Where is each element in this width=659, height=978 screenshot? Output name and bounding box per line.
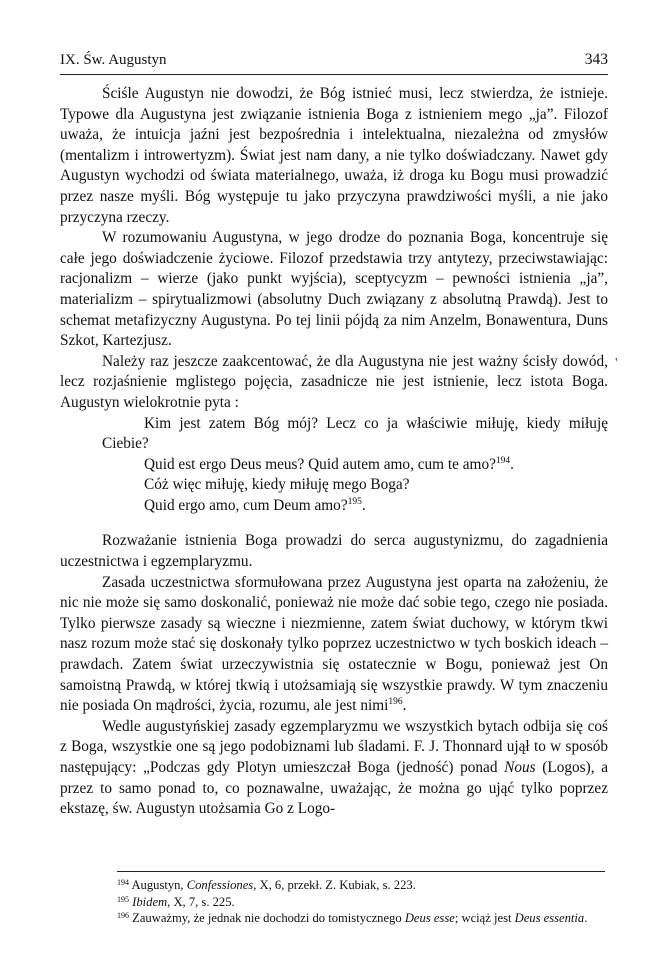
- footnote-195-title: Ibidem: [132, 894, 168, 909]
- nous-term: Nous: [504, 759, 536, 776]
- footnote-196-pre: Zauważmy, że jednak nie dochodzi do tomistycznego: [129, 911, 405, 925]
- quote-latin-2: [60, 496, 608, 517]
- footnote-196: [117, 910, 607, 927]
- page-header: [60, 52, 608, 75]
- paragraph-1: Ściśle Augustyn nie dowodzi, że Bóg istnieć musi, lecz stwierdza, że istnieje. Typowe dla Augustyna jest związanie istnienia Boga z istnieniem mego „ja”. Filozof uważa, że intuicja jaźni jest bezpośrednia i intelektualna, niezależna od zmysłów (mentalizm i introwertyzm). Świat jest nam dany, a nie tylko doświadczany. Nawet gdy Augustyn wychodzi od świata materialnego, uważa, iż droga ku Bogu musi prowadzić przez nasze myśli. Bóg występuje tu jako przyczyna prawdziwości myśli, a nie jako przyczyna rzeczy.: [60, 85, 608, 226]
- footnote-194-pre: Augustyn,: [129, 878, 187, 892]
- paragraph-6-start: Wedle augustyńskiej zasady egzemplaryzmu we wszystkich bytach odbija się coś z Boga, wszystkie one są jego podobiznami lub śladami. F. J. Thonnard ujął to w sposób następujący: „Podczas gdy Plotyn umieszczał Boga (jedność) ponad: [60, 717, 608, 776]
- quote-latin-2-end: .: [361, 496, 366, 514]
- margin-mark: ': [615, 356, 618, 371]
- footnote-divider: [117, 871, 605, 872]
- footnote-194: [117, 877, 607, 894]
- footnote-194-number: 194: [117, 878, 129, 887]
- quote-polish-1: [60, 414, 608, 455]
- paragraph-2: W rozumowaniu Augustyna, w jego drodze do poznania Boga, koncentruje się całe jego doświadczenie życiowe. Filozof przedstawia trzy antytezy, przeciwstawiając: racjonalizm – wierze (jako punkt wyjścia), sceptycyzm – pewności istnienia „ja”, materializm – spirytualizmowi (absolutny Duch związany z absolutną Prawdą). Jest to schemat metafizyczny Augustyna. Po tej linii pójdą za nim Anzelm, Bonawentura, Duns Szkot, Kartezjusz.: [60, 229, 608, 350]
- quote-latin-1: [60, 455, 608, 476]
- running-head: IX. Św. Augustyn: [60, 52, 167, 68]
- paragraph-5-text: Zasada uczestnictwa sformułowana przez Augustyna jest oparta na założeniu, że nic nie może się samo doskonalić, ponieważ nie może dać sobie tego, czego nie posiada. Tylko pierwsze zasady są wieczne i niezmienne, zatem świat duchowy, w którym tkwi nasz rozum może stać się doskonały tylko poprzez uczestnictwo w tych boskich ideach – prawdach. Zatem świat urzeczywistnia się ostatecznie w Bogu, ponieważ jest On samoistną Prawdą, w której tkwią i utożsamiają się wszystkie prawdy. W tym znaczeniu nie posiada On mądrości, życia, rozumu, ale jest nimi: [60, 573, 608, 715]
- paragraph-6-rest: (Logos), a przez to samo ponad to, co poznawalne, uważając, że można go ująć tylko poprzez ekstazę, św. Augustyn utożsamia Go z Logo-: [60, 759, 608, 818]
- footnote-196-end: .: [584, 911, 588, 925]
- quote-polish-2: [60, 475, 608, 496]
- quote-latin-1-text: Quid est ergo Deus meus? Quid autem amo, cum te amo?: [144, 455, 496, 473]
- body-text: [60, 84, 608, 820]
- footnote-ref-195[interactable]: 195: [347, 496, 362, 507]
- footnote-194-title: Confessiones: [186, 878, 254, 892]
- page-number: 343: [584, 51, 608, 68]
- footnote-196-term-1: Deus esse: [404, 911, 455, 925]
- paragraph-4: Rozważanie istnienia Boga prowadzi do serca augustynizmu, do zagadnienia uczestnictwa i egzemplaryzmu.: [60, 532, 608, 571]
- footnote-ref-196[interactable]: 196: [388, 697, 403, 708]
- footnote-195-post: , X, 7, s. 225.: [167, 894, 235, 909]
- paragraph-5-end: .: [402, 697, 407, 715]
- quote-latin-1-end: .: [510, 455, 514, 473]
- footnote-196-mid: ; wciąż jest: [454, 911, 515, 925]
- quote-latin-2-text: Quid ergo amo, cum Deum amo?: [144, 496, 348, 514]
- footnotes: [117, 877, 607, 927]
- footnote-195-number: 195: [117, 894, 129, 904]
- footnote-196-term-2: Deus essentia: [514, 911, 585, 925]
- footnote-194-post: , X, 6, przekł. Z. Kubiak, s. 223.: [253, 878, 416, 892]
- quote-polish-2-text: Cóż więc miłuję, kiedy miłuję mego Boga?: [144, 476, 410, 494]
- paragraph-6: [60, 717, 608, 820]
- paragraph-5: [60, 573, 608, 717]
- footnote-ref-194[interactable]: 194: [495, 455, 511, 466]
- footnote-195: [117, 894, 607, 911]
- footnote-196-number: 196: [117, 911, 129, 920]
- paragraph-3: Należy raz jeszcze zaakcentować, że dla Augustyna nie jest ważny ścisły dowód, lecz rozjaśnienie mglistego pojęcia, zasadnicze nie jest istnienie, lecz istota Boga. Augustyn wielokrotnie pyta :: [60, 352, 608, 411]
- quote-polish-1-text: Kim jest zatem Bóg mój? Lecz co ja właściwie miłuję, kiedy miłuję Ciebie?: [102, 414, 608, 453]
